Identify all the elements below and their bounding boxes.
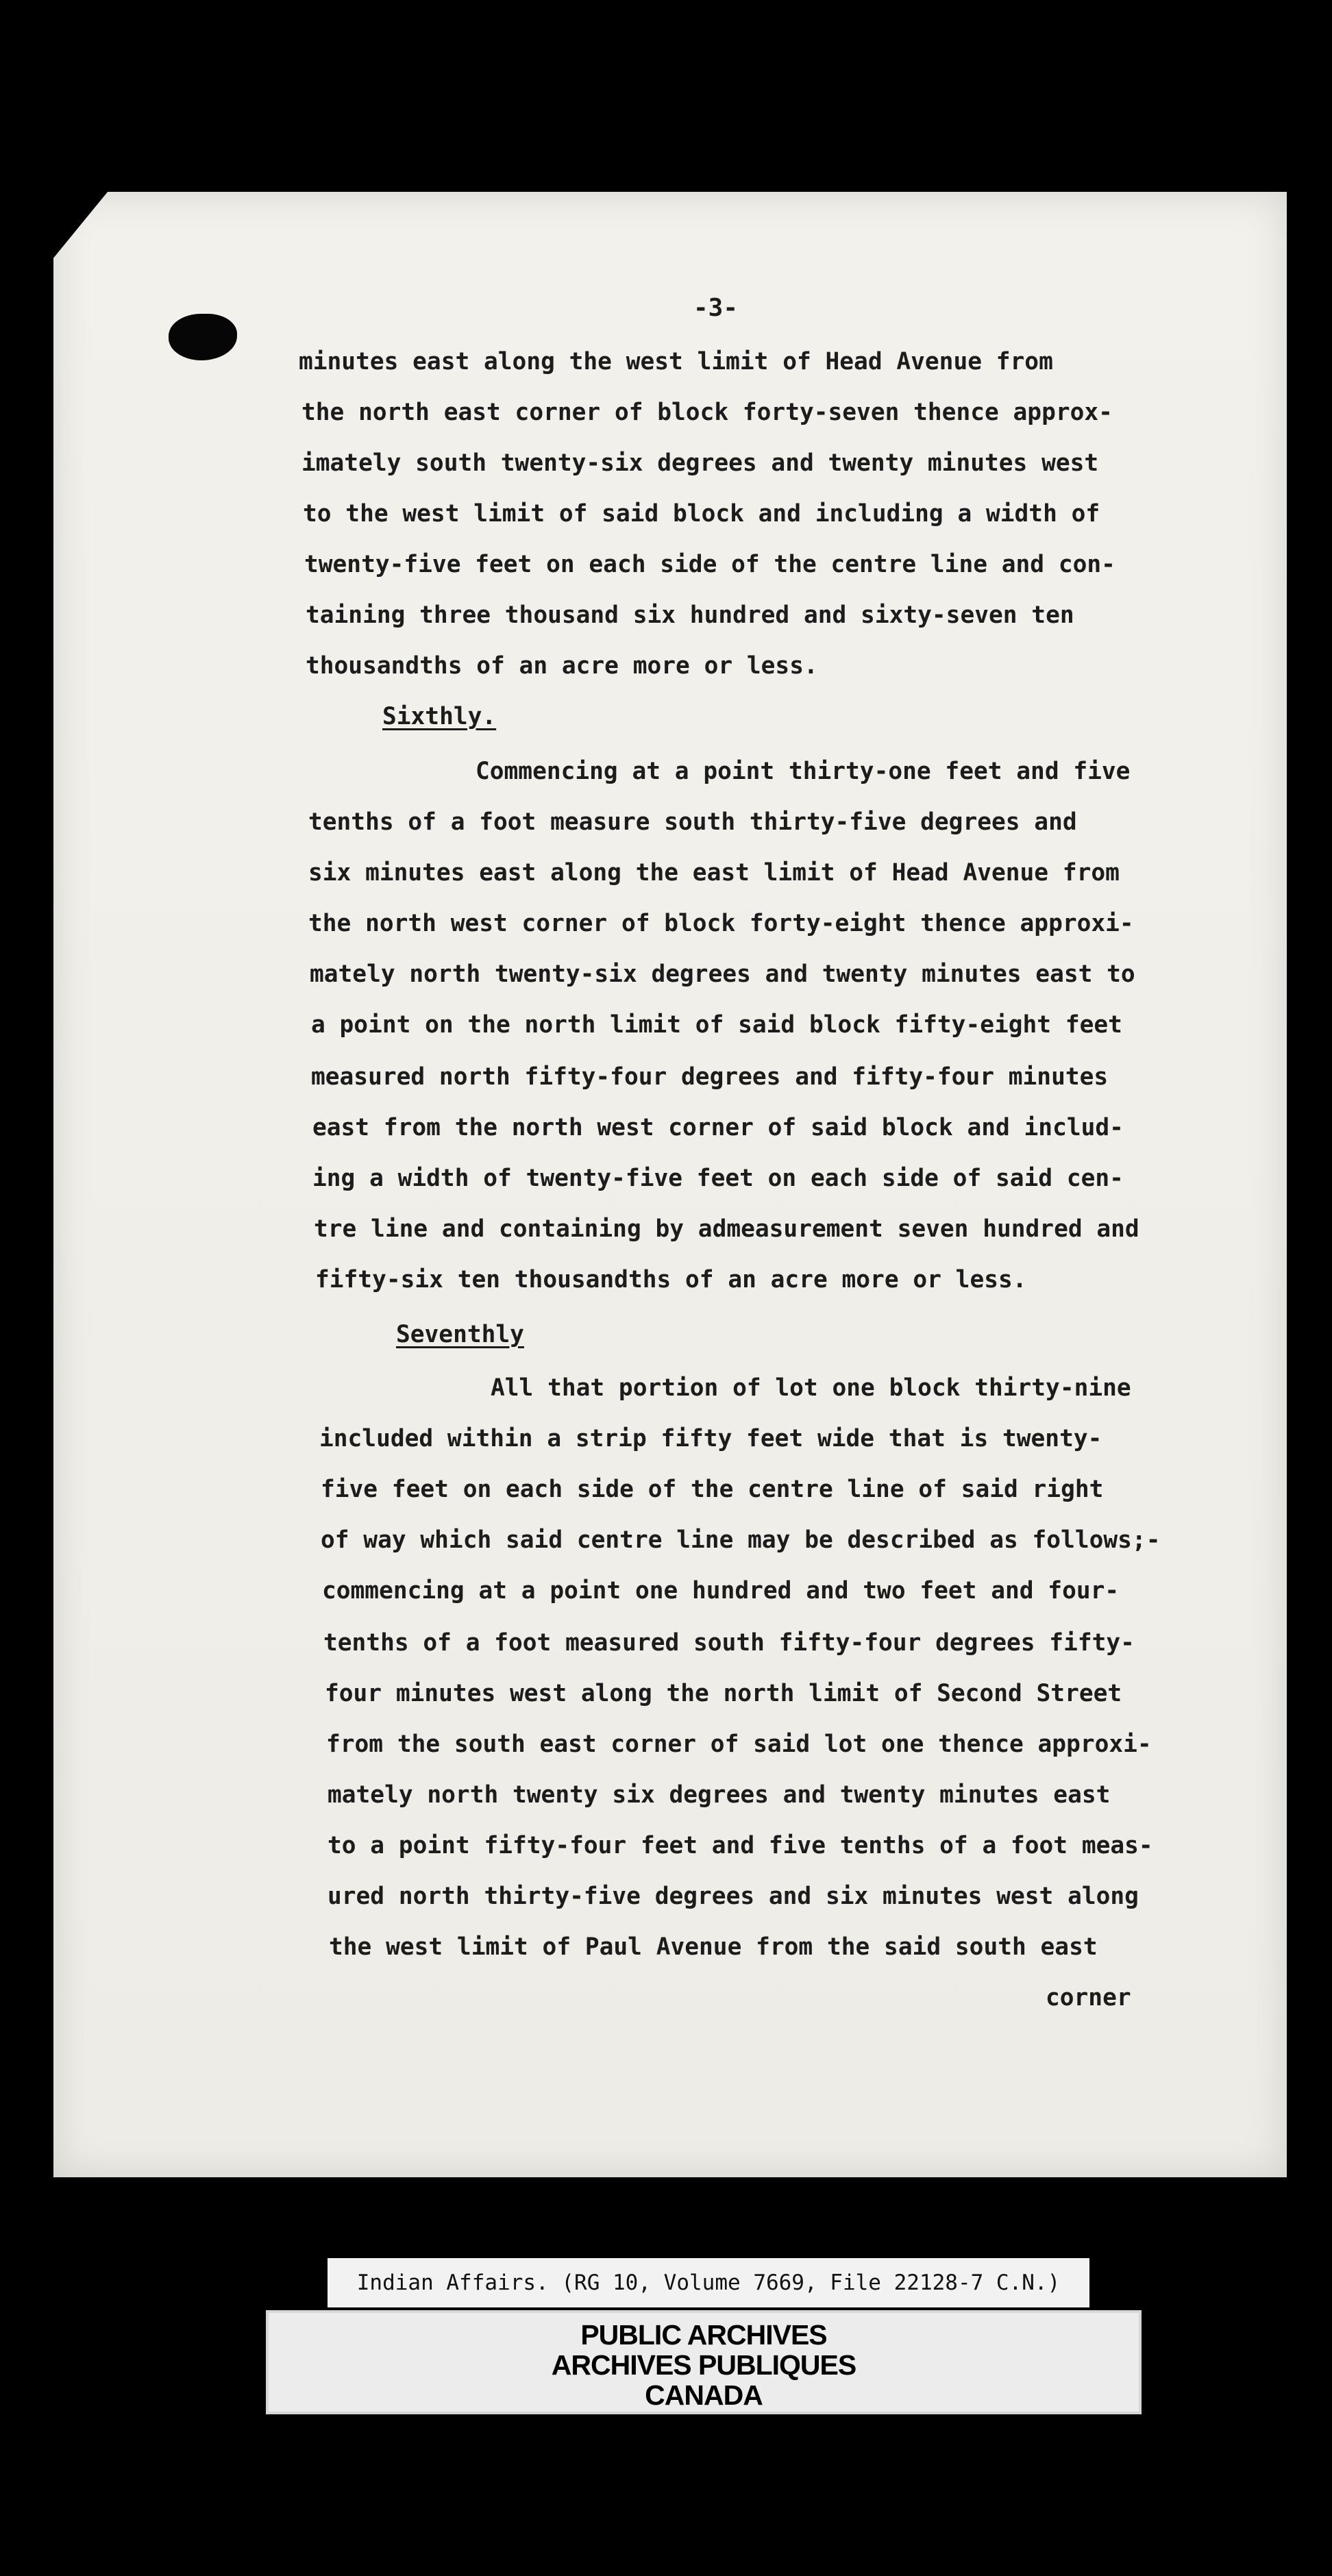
text-line: mately north twenty six degrees and twenty minutes east [328, 1781, 1111, 1809]
archives-stamp-line-1: PUBLIC ARCHIVES [580, 2319, 827, 2351]
text-line: All that portion of lot one block thirty-nine [491, 1374, 1131, 1402]
text-line: taining three thousand six hundred and sixty-seven ten [306, 602, 1074, 629]
text-line: minutes east along the west limit of Head Avenue from [299, 348, 1053, 375]
text-line: fifty-six ten thousandths of an acre more or less. [315, 1266, 1027, 1293]
text-line: four minutes west along the north limit of Second Street [325, 1680, 1122, 1707]
text-line: ured north thirty-five degrees and six minutes west along [328, 1883, 1139, 1910]
section-heading-sixthly: Sixthly. [382, 703, 497, 730]
text-line: east from the north west corner of said block and includ- [312, 1114, 1124, 1141]
text-line: twenty-five feet on each side of the centre line and con- [304, 551, 1115, 578]
text-line: mately north twenty-six degrees and twenty minutes east to [310, 961, 1135, 988]
text-line: to a point fifty-four feet and five tenths of a foot meas- [328, 1832, 1153, 1859]
text-line: Commencing at a point thirty-one feet and five [476, 758, 1131, 785]
text-line: ing a width of twenty-five feet on each side of said cen- [312, 1165, 1124, 1192]
text-line: tenths of a foot measure south thirty-five degrees and [308, 808, 1077, 836]
text-line: a point on the north limit of said block fifty-eight feet [311, 1011, 1122, 1039]
text-line: imately south twenty-six degrees and twenty minutes west [301, 449, 1099, 477]
text-line: from the south east corner of said lot one thence approxi- [326, 1731, 1152, 1758]
archives-stamp-line-2: ARCHIVES PUBLIQUES [551, 2349, 856, 2381]
text-line: tre line and containing by admeasurement seven hundred and [314, 1215, 1139, 1243]
catchword: corner [1046, 1984, 1131, 2011]
section-heading-seventhly: Seventhly [396, 1321, 524, 1348]
folded-corner [49, 188, 111, 263]
text-line: included within a strip fifty feet wide that is twenty- [319, 1425, 1102, 1452]
text-line: the north west corner of block forty-eight thence approxi- [308, 910, 1134, 937]
archive-reference: Indian Affairs. (RG 10, Volume 7669, File 22128-7 C.N.) [328, 2258, 1089, 2307]
text-line: to the west limit of said block and including a width of [303, 500, 1100, 528]
text-line: five feet on each side of the centre line of said right [321, 1476, 1104, 1503]
archives-stamp [266, 2310, 1142, 2414]
text-line: measured north fifty-four degrees and fifty-four minutes [311, 1063, 1109, 1091]
page-number: -3- [693, 294, 739, 322]
text-line: tenths of a foot measured south fifty-four degrees fifty- [323, 1629, 1135, 1657]
text-line: the north east corner of block forty-seven thence approx- [301, 399, 1113, 426]
text-line: the west limit of Paul Avenue from the said south east [329, 1933, 1098, 1961]
text-line: six minutes east along the east limit of Head Avenue from [308, 859, 1120, 887]
text-line: commencing at a point one hundred and two feet and four- [322, 1577, 1120, 1605]
text-line: of way which said centre line may be described as follows;- [321, 1526, 1161, 1554]
archives-stamp-line-3: CANADA [645, 2379, 763, 2411]
text-line: thousandths of an acre more or less. [306, 652, 818, 680]
